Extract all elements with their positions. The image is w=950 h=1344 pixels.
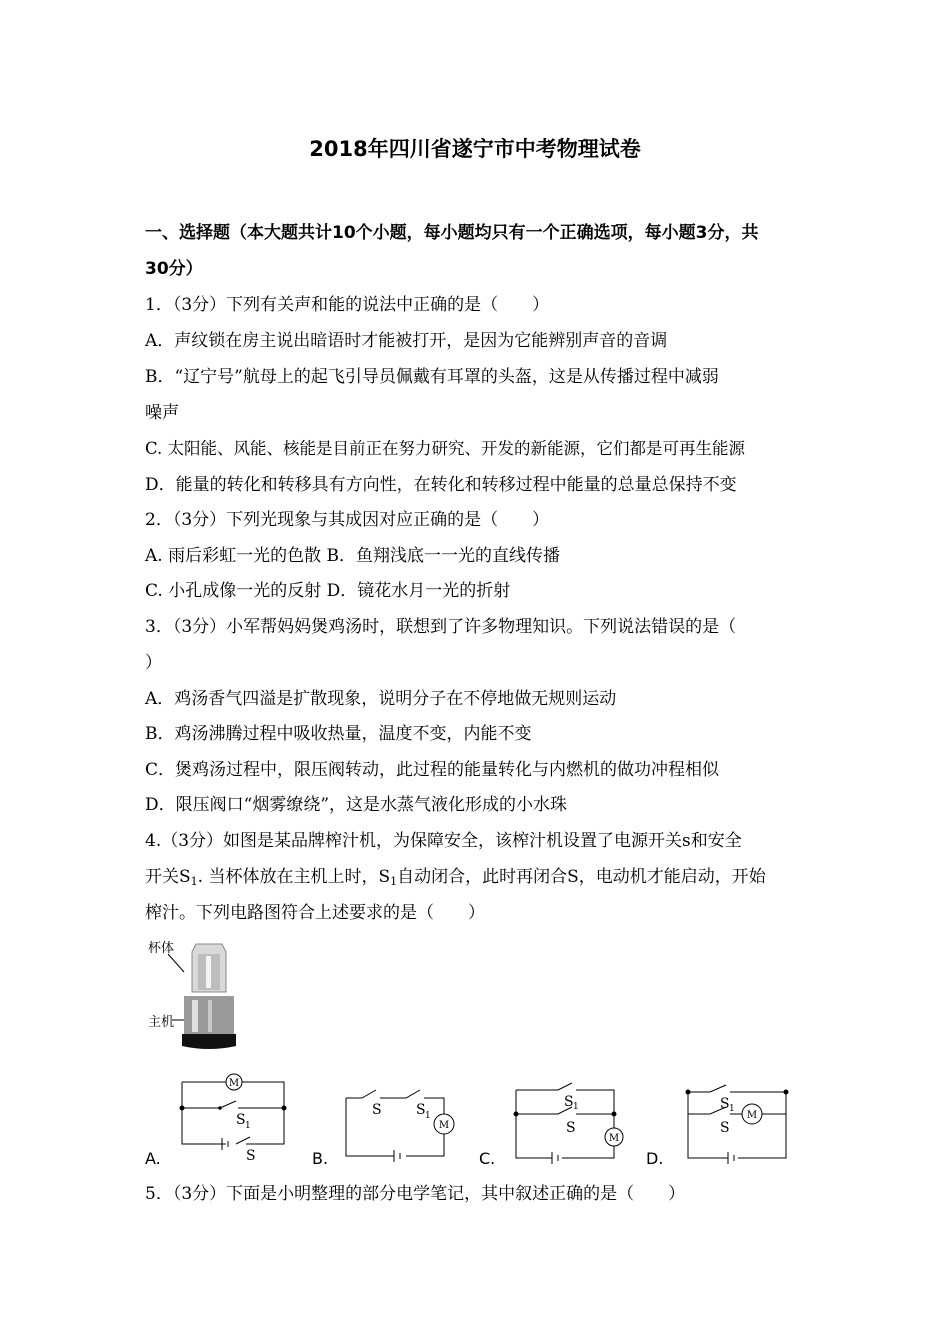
svg-text:1: 1 — [729, 1104, 735, 1114]
q2-options-cd: C. 小孔成像一光的反射 D．镜花水月一光的折射 — [145, 581, 511, 601]
q1-option-a: A．声纹锁在房主说出暗语时才能被打开，是因为它能辨别声音的音调 — [145, 331, 668, 351]
q3-stem: 3．（3分）小军帮妈妈煲鸡汤时，联想到了许多物理知识。下列说法错误的是（ — [145, 617, 737, 637]
juicer-image — [146, 938, 242, 1058]
q1-stem: 1．（3分）下列有关声和能的说法中正确的是（ ） — [145, 295, 550, 315]
svg-text:M: M — [746, 1110, 758, 1121]
q3-stem-cont: ） — [145, 653, 162, 673]
circuit-b-diagram — [336, 1078, 462, 1168]
section-heading: 一、选择题（本大题共计10个小题，每小题均只有一个正确选项，每小题3分，共 — [145, 223, 759, 243]
page-title: 2018年四川省遂宁市中考物理试卷 — [309, 137, 641, 161]
svg-text:S: S — [236, 1112, 246, 1128]
svg-text:M: M — [608, 1133, 620, 1144]
svg-text:1: 1 — [245, 1121, 251, 1131]
svg-text:S: S — [246, 1148, 256, 1162]
svg-text:S: S — [566, 1120, 576, 1136]
circuit-a-diagram — [176, 1068, 296, 1162]
q4-stem-end: 榨汁。下列电路图符合上述要求的是（ ） — [145, 903, 485, 923]
svg-text:杯体: 杯体 — [148, 941, 175, 956]
svg-text:S: S — [720, 1120, 730, 1136]
q3-option-a: A．鸡汤香气四溢是扩散现象，说明分子在不停地做无规则运动 — [145, 689, 617, 709]
svg-text:1: 1 — [425, 1111, 431, 1121]
svg-text:S: S — [720, 1096, 730, 1112]
svg-text:1: 1 — [573, 1102, 579, 1112]
q1-option-d: D．能量的转化和转移具有方向性，在转化和转移过程中能量的总量总保持不变 — [145, 475, 737, 495]
section-heading-cont: 30分） — [145, 259, 203, 279]
svg-text:M: M — [438, 1120, 450, 1131]
q3-option-b: B．鸡汤沸腾过程中吸收热量，温度不变，内能不变 — [145, 724, 532, 744]
svg-text:M: M — [228, 1078, 240, 1089]
q4-option-d-label: D. — [646, 1149, 664, 1168]
q3-option-d: D．限压阀口“烟雾缭绕”，这是水蒸气液化形成的小水珠 — [145, 795, 568, 815]
svg-text:主机: 主机 — [148, 1015, 175, 1030]
q3-option-c: C．煲鸡汤过程中，限压阀转动，此过程的能量转化与内燃机的做功冲程相似 — [145, 760, 720, 780]
circuit-c-diagram — [508, 1078, 634, 1168]
q2-options-ab: A. 雨后彩虹一光的色散 B．鱼翔浅底一一光的直线传播 — [145, 546, 560, 566]
q4-stem-cont: 开关$S_1$. 当杯体放在主机上时，$S_1$自动闭合，此时再闭合S，电动机才能启动，开始 — [145, 867, 766, 888]
q1-option-b: B．“辽宁号”航母上的起飞引导员佩戴有耳罩的头盔，这是从传播过程中减弱 — [145, 367, 719, 387]
circuit-d-diagram — [680, 1078, 800, 1168]
q4-option-b-label: B. — [312, 1149, 329, 1168]
q1-option-c: C. 太阳能、风能、核能是目前正在努力研究、开发的新能源，它们都是可再生能源 — [145, 439, 746, 458]
q4-stem: 4.（3分）如图是某品牌榨汁机，为保障安全，该榨汁机设置了电源开关s和安全 — [145, 831, 742, 851]
svg-text:S: S — [372, 1102, 382, 1118]
svg-text:S: S — [416, 1102, 426, 1118]
q5-stem: 5．（3分）下面是小明整理的部分电学笔记，其中叙述正确的是（ ） — [145, 1184, 686, 1204]
q1-option-b-cont: 噪声 — [145, 403, 179, 423]
q4-option-a-label: A. — [145, 1149, 161, 1168]
svg-text:S: S — [564, 1094, 574, 1110]
q2-stem: 2．（3分）下列光现象与其成因对应正确的是（ ） — [145, 510, 550, 530]
q4-option-c-label: C. — [479, 1149, 496, 1168]
